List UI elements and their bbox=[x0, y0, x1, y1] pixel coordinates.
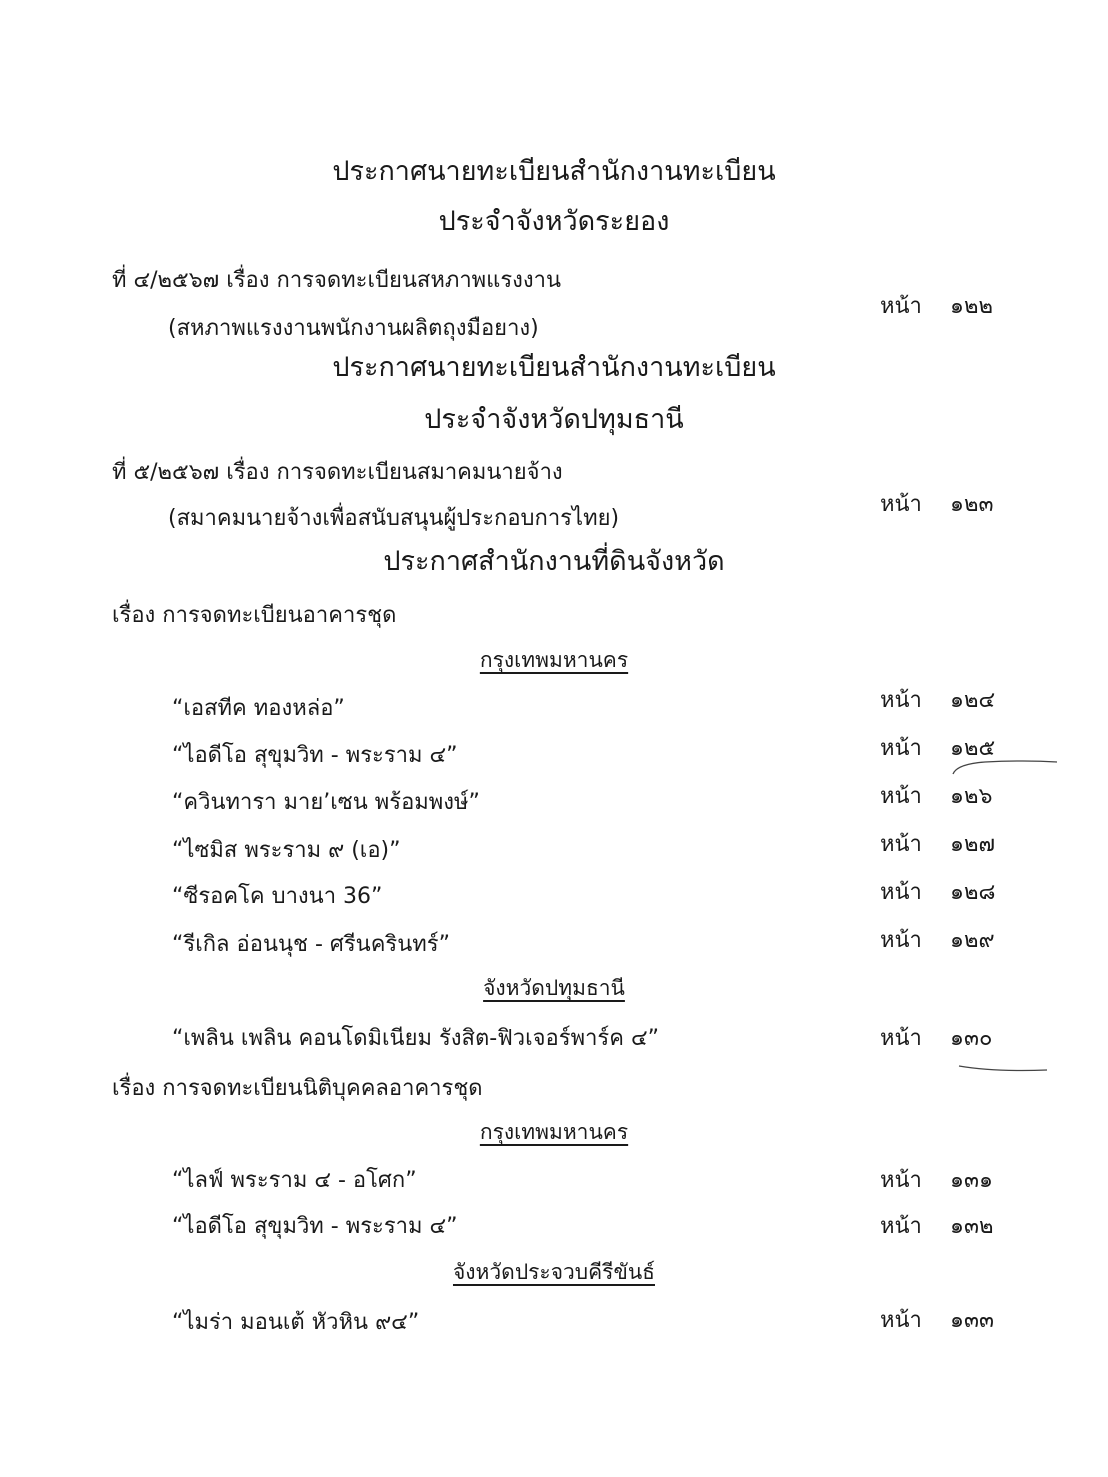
page-label: หน้า bbox=[880, 688, 922, 713]
page-number: ๑๒๒ bbox=[950, 294, 993, 319]
entry-name: “ซีรอคโค บางนา 36” bbox=[172, 884, 383, 909]
heading-land-office: ประกาศสำนักงานที่ดินจังหวัด bbox=[383, 546, 725, 577]
entry-name: “เอสทีค ทองหล่อ” bbox=[172, 696, 345, 721]
entry-name: “ไซมิส พระราม ๙ (เอ)” bbox=[172, 838, 401, 863]
entry-name: “ควินทารา มาย’เซน พร้อมพงษ์” bbox=[172, 790, 480, 815]
province-heading: กรุงเทพมหานคร bbox=[479, 1120, 629, 1144]
page-label: หน้า bbox=[880, 294, 922, 319]
page-label: หน้า bbox=[880, 492, 922, 517]
pen-check-mark bbox=[955, 1060, 1055, 1078]
page-number: ๑๒๙ bbox=[950, 928, 995, 953]
notice-line: ที่ ๔/๒๕๖๗ เรื่อง การจดทะเบียนสหภาพแรงงาน bbox=[112, 268, 562, 293]
heading-registrar-office: ประกาศนายทะเบียนสำนักงานทะเบียน bbox=[332, 156, 776, 187]
page-label: หน้า bbox=[880, 1168, 922, 1193]
page-label: หน้า bbox=[880, 784, 922, 809]
page-number: ๑๒๘ bbox=[950, 880, 996, 905]
page-label: หน้า bbox=[880, 880, 922, 905]
page-label: หน้า bbox=[880, 1214, 922, 1239]
page-number: ๑๓๐ bbox=[950, 1026, 993, 1051]
page-label: หน้า bbox=[880, 928, 922, 953]
entry-name: “เพลิน เพลิน คอนโดมิเนียม รังสิต-ฟิวเจอร์พาร์ค ๔” bbox=[172, 1026, 659, 1051]
province-heading: กรุงเทพมหานคร bbox=[479, 648, 629, 672]
notice-detail: (สมาคมนายจ้างเพื่อสนับสนุนผู้ประกอบการไทย) bbox=[168, 506, 620, 531]
province-heading: จังหวัดปทุมธานี bbox=[483, 976, 625, 1000]
entry-name: “ไอดีโอ สุขุมวิท - พระราม ๔” bbox=[172, 1214, 458, 1239]
page-number: ๑๒๔ bbox=[950, 688, 996, 713]
page-number: ๑๒๖ bbox=[950, 784, 993, 809]
page-label: หน้า bbox=[880, 1026, 922, 1051]
entry-name: “ไมร่า มอนเต้ หัวหิน ๙๔” bbox=[172, 1310, 420, 1335]
heading-rayong: ประจำจังหวัดระยอง bbox=[438, 206, 670, 237]
page-label: หน้า bbox=[880, 736, 922, 761]
page-number: ๑๒๓ bbox=[950, 492, 994, 517]
entry-name: “รีเกิล อ่อนนุช - ศรีนครินทร์” bbox=[172, 932, 450, 957]
page-number: ๑๒๕ bbox=[950, 736, 996, 761]
subject-heading: เรื่อง การจดทะเบียนอาคารชุด bbox=[112, 603, 397, 628]
page-label: หน้า bbox=[880, 832, 922, 857]
page-number: ๑๓๑ bbox=[950, 1168, 993, 1193]
notice-detail: (สหภาพแรงงานพนักงานผลิตถุงมือยาง) bbox=[168, 316, 539, 341]
notice-line: ที่ ๕/๒๕๖๗ เรื่อง การจดทะเบียนสมาคมนายจ้าง bbox=[112, 460, 563, 485]
province-heading: จังหวัดประจวบคีรีขันธ์ bbox=[452, 1260, 655, 1284]
entry-name: “ไอดีโอ สุขุมวิท - พระราม ๔” bbox=[172, 743, 458, 768]
page-number: ๑๒๗ bbox=[950, 832, 996, 857]
subject-heading: เรื่อง การจดทะเบียนนิติบุคคลอาคารชุด bbox=[112, 1076, 483, 1101]
page-number: ๑๓๓ bbox=[950, 1308, 995, 1333]
page-number: ๑๓๒ bbox=[950, 1214, 994, 1239]
entry-name: “ไลฟ์ พระราม ๔ - อโศก” bbox=[172, 1168, 417, 1193]
heading-registrar-office: ประกาศนายทะเบียนสำนักงานทะเบียน bbox=[332, 352, 776, 383]
pen-check-mark bbox=[945, 752, 1065, 780]
heading-pathumthani: ประจำจังหวัดปทุมธานี bbox=[424, 404, 684, 435]
page-label: หน้า bbox=[880, 1308, 922, 1333]
